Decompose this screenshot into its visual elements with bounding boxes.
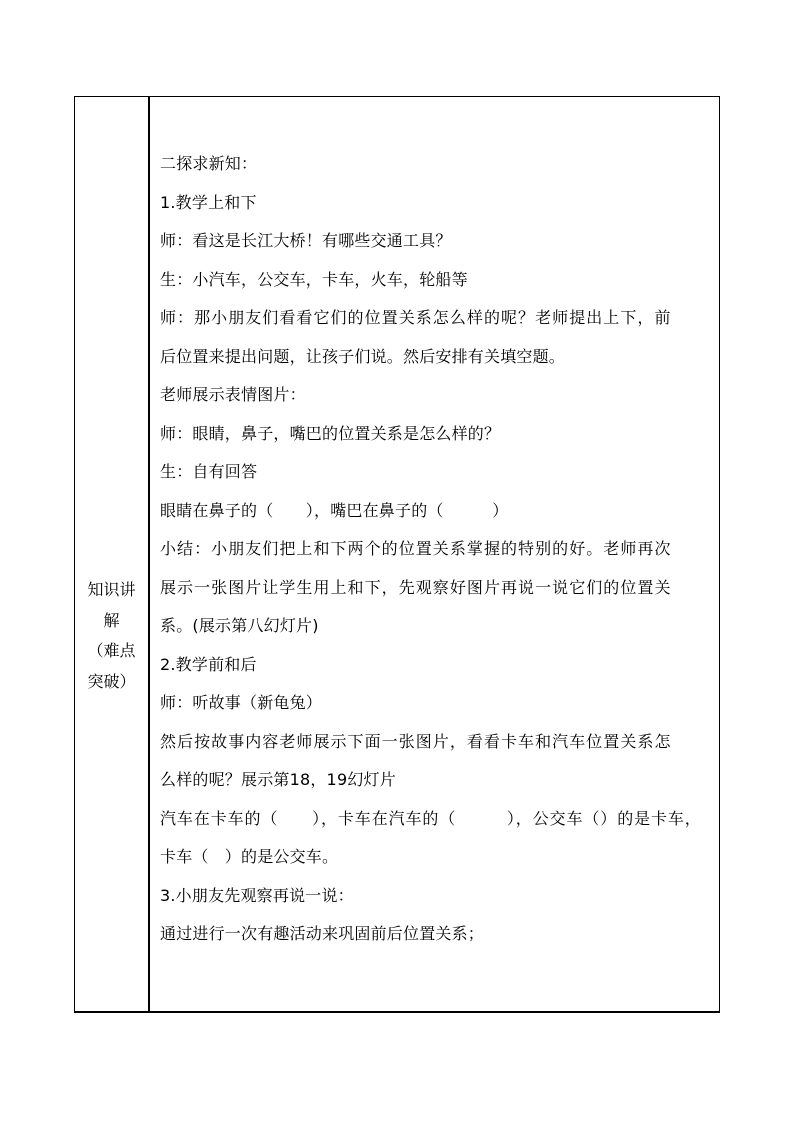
fill-in-blank-line: 汽车在卡车的（ ），卡车在汽车的（ ），公交车（）的是卡车，: [160, 808, 702, 828]
fill-in-blank-line: 眼睛在鼻子的（ ），嘴巴在鼻子的（ ）: [160, 500, 509, 520]
content-line: 小结：小朋友们把上和下两个的位置关系掌握的特别的好。老师再次: [160, 539, 672, 558]
section-heading: 二探求新知：: [160, 154, 258, 173]
row-header-label: [75, 575, 148, 697]
subsection-heading: 1.教学上和下: [160, 192, 257, 212]
content-line: 么样的呢？展示第18，19幻灯片: [160, 770, 396, 789]
content-cell: [160, 145, 720, 954]
row-header-line: 解: [103, 610, 120, 630]
content-line: 师：听故事（新龟兔）: [160, 693, 323, 712]
row-header-cell: [75, 97, 148, 1011]
content-line: 师：那小朋友们看看它们的位置关系怎么样的呢？老师提出上下，前: [160, 308, 672, 327]
content-line: 展示一张图片让学生用上和下，先观察好图片再说一说它们的位置关: [160, 577, 672, 597]
content-line: 系。(展示第八幻灯片): [160, 616, 319, 635]
content-line: 师：看这是长江大桥！有哪些交通工具？: [160, 231, 452, 250]
lesson-table: [74, 96, 720, 1012]
content-line: 后位置来提出问题，让孩子们说。然后安排有关填空题。: [160, 346, 566, 366]
content-line: 老师展示表情图片：: [160, 385, 306, 404]
content-line: 生：小汽车，公交车，卡车，火车，轮船等: [160, 269, 468, 289]
row-header-line: （难点: [87, 641, 136, 660]
content-line: 师：眼睛，鼻子，嘴巴的位置关系是怎么样的？: [160, 423, 501, 443]
fill-in-blank-line: 卡车（ ）的是公交车。: [160, 847, 339, 866]
table-bottom-border: [74, 1011, 720, 1013]
content-line: 生：自有回答: [160, 462, 258, 481]
row-header-line: 知识讲: [87, 580, 136, 599]
row-header-line: 突破）: [87, 671, 136, 691]
content-line: 然后按故事内容老师展示下面一张图片，看看卡车和汽车位置关系怎: [160, 731, 672, 751]
subsection-heading: 3.小朋友先观察再说一说：: [160, 885, 354, 905]
subsection-heading: 2.教学前和后: [160, 654, 257, 674]
column-divider: [148, 97, 150, 1011]
content-line: 通过进行一次有趣活动来巩固前后位置关系；: [160, 924, 485, 943]
